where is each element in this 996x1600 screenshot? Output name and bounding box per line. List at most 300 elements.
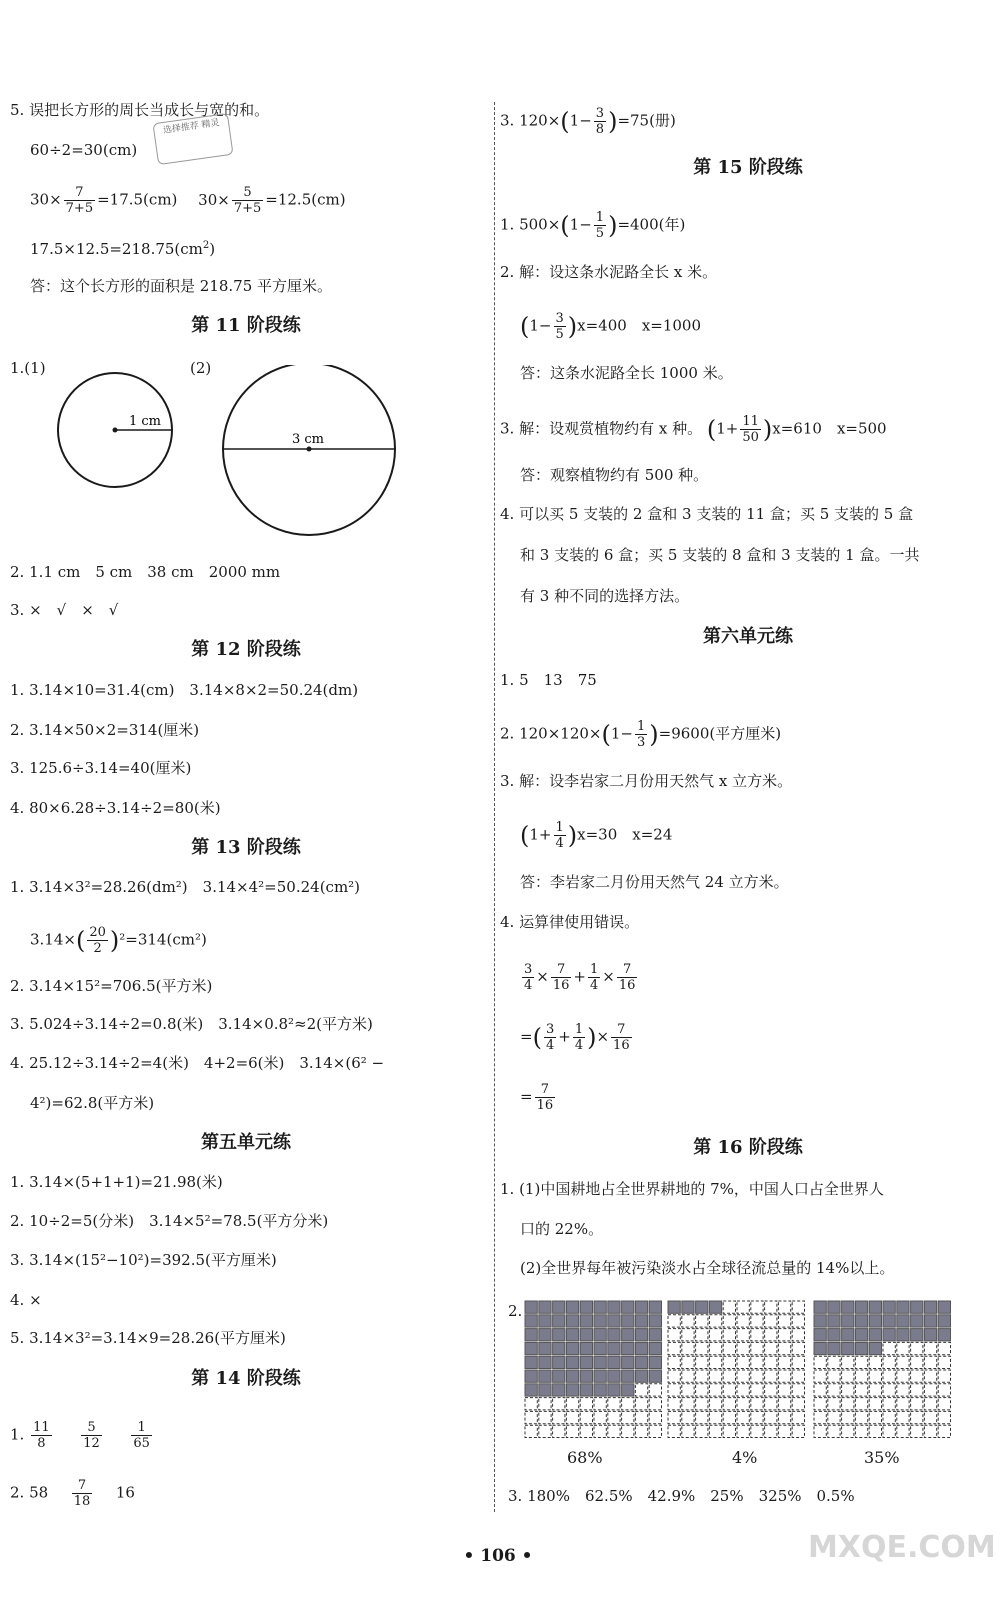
grid-cell-filled xyxy=(580,1356,592,1368)
section-heading: 第 13 阶段练 xyxy=(191,837,301,858)
grid-cell xyxy=(696,1370,708,1382)
grid-cell-filled xyxy=(828,1301,840,1313)
grid-cell xyxy=(842,1425,854,1437)
grid-cell-filled xyxy=(553,1370,565,1382)
grid-cell-filled xyxy=(594,1329,606,1341)
grid-cell xyxy=(723,1398,735,1410)
grid-cell-filled xyxy=(525,1384,537,1396)
section-heading: 第 12 阶段练 xyxy=(191,639,301,660)
grid-cell xyxy=(751,1411,763,1423)
grid-cell-filled xyxy=(580,1342,592,1354)
grid-cell xyxy=(668,1342,680,1354)
grid-cell xyxy=(580,1411,592,1423)
grid-cell xyxy=(649,1425,661,1437)
grid-cell xyxy=(649,1411,661,1423)
grid-cell xyxy=(765,1398,777,1410)
grid-cell-filled xyxy=(649,1356,661,1368)
grid-cell xyxy=(765,1370,777,1382)
text-line: 3. 5.024÷3.14÷2=0.8(米) 3.14×0.8²≈2(平方米) xyxy=(10,1015,373,1033)
grid-cell xyxy=(897,1356,909,1368)
grid-cell xyxy=(594,1411,606,1423)
text-line: 2. xyxy=(508,1302,523,1320)
grid-cell xyxy=(855,1398,867,1410)
grid-cell-filled xyxy=(911,1329,923,1341)
grid-cell-filled xyxy=(855,1315,867,1327)
grid-cell xyxy=(842,1398,854,1410)
text-line: 3.14×( $\frac{20}{2}$ )²=314(cm²) xyxy=(30,925,207,956)
grid-cell-filled xyxy=(924,1329,936,1341)
grid-cell xyxy=(938,1384,950,1396)
grid-cell xyxy=(723,1329,735,1341)
grid-cell xyxy=(737,1329,749,1341)
text-line: 4. × xyxy=(10,1291,42,1309)
grid-cell-filled xyxy=(608,1370,620,1382)
grid-cell xyxy=(869,1411,881,1423)
grid-cell xyxy=(751,1398,763,1410)
text-line: 4. 80×6.28÷3.14÷2=80(米) xyxy=(10,799,221,817)
grid-cell xyxy=(737,1384,749,1396)
grid-cell-filled xyxy=(608,1356,620,1368)
grid-cell-filled xyxy=(668,1301,680,1313)
grid-cell xyxy=(737,1301,749,1313)
grid-cell-filled xyxy=(525,1342,537,1354)
section-heading: 第 15 阶段练 xyxy=(693,157,803,178)
grid-cell xyxy=(842,1384,854,1396)
grid-cell xyxy=(553,1411,565,1423)
grid-cell-filled xyxy=(566,1329,578,1341)
grid-cell-filled xyxy=(525,1356,537,1368)
grid-cell xyxy=(608,1411,620,1423)
grid-cell xyxy=(765,1329,777,1341)
grid-cell xyxy=(649,1398,661,1410)
grid-cell xyxy=(938,1342,950,1354)
grid-cell-filled xyxy=(709,1301,721,1313)
grid-cell xyxy=(883,1384,895,1396)
grid-cell-filled xyxy=(635,1315,647,1327)
text-line: 5. 误把长方形的周长当成长与宽的和。 xyxy=(10,101,270,119)
grid-cell-filled xyxy=(566,1315,578,1327)
grid-cell xyxy=(869,1398,881,1410)
text-line: 4. 25.12÷3.14÷2=4(米) 4+2=6(米) 3.14×(6² − xyxy=(10,1054,385,1072)
grid-cell-filled xyxy=(855,1342,867,1354)
grid-cell xyxy=(723,1342,735,1354)
text-line: 有 3 种不同的选择方法。 xyxy=(520,587,690,605)
text-line: 2. 58 $\frac{7}{18}$ 16 xyxy=(10,1478,135,1509)
grid-cell xyxy=(539,1411,551,1423)
grid-cell-filled xyxy=(622,1356,634,1368)
grid-cell-filled xyxy=(828,1329,840,1341)
grid-cell xyxy=(751,1370,763,1382)
grid-cell-filled xyxy=(525,1301,537,1313)
grid-cell xyxy=(709,1398,721,1410)
grid-cell xyxy=(828,1356,840,1368)
watermark: MXQE.COM xyxy=(808,1530,996,1565)
text-line: 答：这条水泥路全长 1000 米。 xyxy=(520,364,733,382)
grid-cell xyxy=(792,1315,804,1327)
grid-cell-filled xyxy=(924,1301,936,1313)
grid-cell-filled xyxy=(608,1301,620,1313)
section-heading: 第六单元练 xyxy=(703,626,793,647)
grid-cell xyxy=(828,1411,840,1423)
grid-cell-filled xyxy=(608,1329,620,1341)
grid-cell xyxy=(553,1425,565,1437)
grid-cell xyxy=(855,1425,867,1437)
percent-grid-4 xyxy=(667,1300,807,1444)
grid-cell xyxy=(622,1425,634,1437)
grid-cell xyxy=(842,1411,854,1423)
grid-cell xyxy=(580,1425,592,1437)
grid-cell xyxy=(525,1398,537,1410)
grid-cell xyxy=(792,1425,804,1437)
grid-cell xyxy=(608,1425,620,1437)
grid-cell xyxy=(709,1342,721,1354)
text-line: 1. 3.14×3²=28.26(dm²) 3.14×4²=50.24(cm²) xyxy=(10,878,361,896)
grid-cell-filled xyxy=(539,1356,551,1368)
grid-cell xyxy=(751,1384,763,1396)
grid-cell xyxy=(723,1384,735,1396)
grid-cell-filled xyxy=(842,1315,854,1327)
grid-cell-filled xyxy=(649,1301,661,1313)
grid-cell xyxy=(668,1398,680,1410)
grid-cell-filled xyxy=(649,1342,661,1354)
column-divider xyxy=(494,102,495,1512)
grid-cell xyxy=(897,1425,909,1437)
grid-cell xyxy=(883,1411,895,1423)
diameter-label: 3 cm xyxy=(292,432,325,447)
grid-cell xyxy=(883,1370,895,1382)
grid-cell xyxy=(778,1315,790,1327)
grid-cell xyxy=(855,1356,867,1368)
grid-cell xyxy=(778,1301,790,1313)
grid-cell-filled xyxy=(622,1301,634,1313)
grid-cell xyxy=(539,1398,551,1410)
grid-cell xyxy=(938,1370,950,1382)
grid-cell xyxy=(855,1384,867,1396)
grid-cell xyxy=(792,1411,804,1423)
grid-cell xyxy=(682,1425,694,1437)
radius-label: 1 cm xyxy=(129,414,162,429)
grid-label: 35% xyxy=(864,1448,900,1467)
grid-cell-filled xyxy=(566,1342,578,1354)
grid-cell-filled xyxy=(897,1329,909,1341)
grid-cell xyxy=(778,1370,790,1382)
grid-cell xyxy=(924,1411,936,1423)
grid-cell xyxy=(566,1411,578,1423)
grid-label: 68% xyxy=(567,1448,603,1467)
grid-cell-filled xyxy=(828,1315,840,1327)
grid-cell xyxy=(723,1301,735,1313)
grid-label: 4% xyxy=(732,1448,758,1467)
grid-cell-filled xyxy=(553,1356,565,1368)
grid-cell-filled xyxy=(897,1301,909,1313)
grid-cell-filled xyxy=(525,1370,537,1382)
grid-cell-filled xyxy=(649,1315,661,1327)
grid-cell xyxy=(682,1411,694,1423)
grid-cell-filled xyxy=(580,1384,592,1396)
grid-cell xyxy=(566,1425,578,1437)
grid-cell xyxy=(696,1315,708,1327)
text-line: 3. × √ × √ xyxy=(10,601,119,619)
grid-cell-filled xyxy=(539,1301,551,1313)
grid-cell-filled xyxy=(539,1315,551,1327)
text-line: 2. 10÷2=5(分米) 3.14×5²=78.5(平方分米) xyxy=(10,1212,329,1230)
grid-cell xyxy=(765,1425,777,1437)
grid-cell xyxy=(765,1301,777,1313)
grid-cell xyxy=(778,1425,790,1437)
grid-cell xyxy=(792,1342,804,1354)
grid-cell-filled xyxy=(566,1301,578,1313)
text-line: 1.(1) xyxy=(10,359,46,377)
text-line: 1. (1)中国耕地占全世界耕地的 7%，中国人口占全世界人 xyxy=(500,1180,884,1198)
grid-cell-filled xyxy=(539,1342,551,1354)
grid-cell xyxy=(594,1398,606,1410)
grid-cell xyxy=(792,1329,804,1341)
grid-cell xyxy=(883,1425,895,1437)
grid-cell-filled xyxy=(897,1315,909,1327)
grid-cell xyxy=(897,1411,909,1423)
grid-cell xyxy=(668,1411,680,1423)
grid-cell-filled xyxy=(525,1329,537,1341)
text-line: 口的 22%。 xyxy=(520,1220,604,1238)
stamp-mark: 选择推荐 精灵 xyxy=(152,113,233,165)
grid-cell-filled xyxy=(938,1329,950,1341)
grid-cell-filled xyxy=(682,1301,694,1313)
grid-cell xyxy=(682,1356,694,1368)
grid-cell xyxy=(855,1411,867,1423)
text-line: 1. $\frac{11}{8}$ $\frac{5}{12}$ $\frac{1}{65}$ xyxy=(10,1420,150,1451)
grid-cell xyxy=(924,1356,936,1368)
grid-cell xyxy=(682,1370,694,1382)
grid-cell xyxy=(525,1425,537,1437)
grid-cell xyxy=(924,1384,936,1396)
grid-cell-filled xyxy=(594,1301,606,1313)
grid-cell xyxy=(737,1370,749,1382)
grid-cell-filled xyxy=(649,1329,661,1341)
grid-cell xyxy=(792,1384,804,1396)
grid-cell xyxy=(778,1356,790,1368)
grid-cell xyxy=(765,1342,777,1354)
grid-cell-filled xyxy=(883,1301,895,1313)
grid-cell-filled xyxy=(594,1315,606,1327)
grid-cell-filled xyxy=(869,1301,881,1313)
grid-cell-filled xyxy=(580,1315,592,1327)
percent-grid-35 xyxy=(813,1300,953,1444)
grid-cell-filled xyxy=(566,1356,578,1368)
grid-cell xyxy=(828,1398,840,1410)
text-line: 和 3 支装的 6 盒；买 5 支装的 8 盒和 3 支装的 1 盒。一共 xyxy=(520,546,920,564)
grid-cell-filled xyxy=(814,1315,826,1327)
grid-cell-filled xyxy=(594,1384,606,1396)
section-heading: 第五单元练 xyxy=(201,1132,291,1153)
grid-cell-filled xyxy=(869,1342,881,1354)
grid-cell-filled xyxy=(869,1315,881,1327)
text-line: 答：观察植物约有 500 种。 xyxy=(520,466,709,484)
grid-cell xyxy=(635,1425,647,1437)
grid-cell xyxy=(778,1384,790,1396)
grid-cell xyxy=(765,1384,777,1396)
grid-cell xyxy=(696,1329,708,1341)
text-line: (1− $\frac{3}{5}$ )x=400 x=1000 xyxy=(520,311,702,342)
grid-cell xyxy=(855,1370,867,1382)
grid-cell xyxy=(737,1398,749,1410)
grid-cell-filled xyxy=(842,1301,854,1313)
text-line: 4. 可以买 5 支装的 2 盒和 3 支装的 11 盒；买 5 支装的 5 盒 xyxy=(500,505,914,523)
grid-cell xyxy=(751,1315,763,1327)
grid-cell xyxy=(635,1384,647,1396)
grid-cell-filled xyxy=(553,1342,565,1354)
text-line: 4²)=62.8(平方米) xyxy=(30,1094,155,1112)
grid-cell xyxy=(682,1398,694,1410)
grid-cell xyxy=(682,1342,694,1354)
grid-cell xyxy=(924,1370,936,1382)
grid-cell-filled xyxy=(553,1301,565,1313)
grid-cell xyxy=(828,1425,840,1437)
grid-cell xyxy=(737,1411,749,1423)
grid-cell-filled xyxy=(938,1315,950,1327)
text-line: (2) xyxy=(190,359,212,377)
grid-cell xyxy=(911,1411,923,1423)
grid-cell xyxy=(608,1398,620,1410)
grid-cell xyxy=(553,1398,565,1410)
grid-cell xyxy=(668,1384,680,1396)
grid-cell xyxy=(778,1411,790,1423)
grid-cell-filled xyxy=(539,1329,551,1341)
grid-cell xyxy=(525,1411,537,1423)
grid-cell xyxy=(709,1411,721,1423)
grid-cell xyxy=(668,1425,680,1437)
grid-cell-filled xyxy=(814,1342,826,1354)
grid-cell xyxy=(737,1315,749,1327)
grid-cell xyxy=(869,1356,881,1368)
grid-cell xyxy=(649,1384,661,1396)
grid-cell xyxy=(751,1329,763,1341)
grid-cell-filled xyxy=(553,1315,565,1327)
grid-cell xyxy=(869,1425,881,1437)
math-line: =( $\frac{3}{4}$ + $\frac{1}{4}$ )× $\frac{7}{16}$ xyxy=(520,1022,630,1053)
grid-cell xyxy=(938,1425,950,1437)
grid-cell xyxy=(723,1411,735,1423)
grid-cell-filled xyxy=(869,1329,881,1341)
text-line: 1. 500×(1− $\frac{1}{5}$ )=400(年) xyxy=(500,210,686,241)
grid-cell xyxy=(709,1315,721,1327)
grid-cell xyxy=(668,1329,680,1341)
grid-cell xyxy=(580,1398,592,1410)
grid-cell-filled xyxy=(924,1315,936,1327)
grid-cell-filled xyxy=(566,1370,578,1382)
grid-cell-filled xyxy=(594,1356,606,1368)
section-heading: 第 14 阶段练 xyxy=(191,1368,301,1389)
grid-cell xyxy=(869,1384,881,1396)
grid-cell-filled xyxy=(883,1329,895,1341)
grid-cell-filled xyxy=(622,1329,634,1341)
grid-cell xyxy=(635,1411,647,1423)
text-line: 60÷2=30(cm) xyxy=(30,141,138,159)
text-line: 3. 120×(1− $\frac{3}{8}$ )=75(册) xyxy=(500,106,676,137)
grid-cell xyxy=(737,1425,749,1437)
grid-cell xyxy=(883,1356,895,1368)
grid-cell xyxy=(778,1329,790,1341)
grid-cell xyxy=(924,1398,936,1410)
grid-cell xyxy=(696,1398,708,1410)
grid-cell xyxy=(911,1425,923,1437)
grid-cell xyxy=(696,1356,708,1368)
grid-cell xyxy=(751,1356,763,1368)
grid-cell-filled xyxy=(855,1329,867,1341)
grid-cell xyxy=(897,1398,909,1410)
text-line: 2. 1.1 cm 5 cm 38 cm 2000 mm xyxy=(10,563,281,581)
grid-cell xyxy=(737,1356,749,1368)
grid-cell-filled xyxy=(608,1315,620,1327)
grid-cell xyxy=(828,1384,840,1396)
grid-cell-filled xyxy=(911,1315,923,1327)
grid-cell-filled xyxy=(539,1384,551,1396)
grid-cell-filled xyxy=(539,1370,551,1382)
grid-cell xyxy=(792,1398,804,1410)
grid-cell xyxy=(709,1370,721,1382)
grid-cell-filled xyxy=(635,1301,647,1313)
text-line: 答：这个长方形的面积是 218.75 平方厘米。 xyxy=(30,277,333,295)
grid-cell xyxy=(911,1342,923,1354)
grid-cell-filled xyxy=(842,1342,854,1354)
grid-cell xyxy=(723,1356,735,1368)
grid-cell xyxy=(682,1329,694,1341)
grid-cell xyxy=(938,1411,950,1423)
grid-cell xyxy=(842,1356,854,1368)
grid-cell-filled xyxy=(622,1342,634,1354)
grid-cell xyxy=(828,1370,840,1382)
grid-cell xyxy=(723,1425,735,1437)
grid-cell-filled xyxy=(635,1329,647,1341)
text-line: 3. 125.6÷3.14=40(厘米) xyxy=(10,759,192,777)
grid-cell-filled xyxy=(814,1329,826,1341)
grid-cell xyxy=(814,1370,826,1382)
grid-cell-filled xyxy=(911,1301,923,1313)
circle-diagram xyxy=(55,365,415,545)
grid-cell-filled xyxy=(553,1329,565,1341)
grid-cell xyxy=(696,1384,708,1396)
grid-cell xyxy=(911,1398,923,1410)
grid-cell xyxy=(682,1384,694,1396)
grid-cell xyxy=(814,1356,826,1368)
grid-cell xyxy=(814,1398,826,1410)
grid-cell xyxy=(709,1384,721,1396)
grid-cell xyxy=(737,1342,749,1354)
grid-cell xyxy=(668,1370,680,1382)
grid-cell xyxy=(709,1356,721,1368)
grid-cell xyxy=(765,1411,777,1423)
text-line: 30× $\frac{7}{7+5}$ =17.5(cm) 30× $\frac{5}{7+5}$ =12.5(cm) xyxy=(30,185,346,216)
grid-cell xyxy=(924,1342,936,1354)
grid-cell xyxy=(751,1301,763,1313)
grid-cell xyxy=(594,1425,606,1437)
grid-cell xyxy=(814,1411,826,1423)
grid-cell xyxy=(792,1370,804,1382)
grid-cell xyxy=(709,1329,721,1341)
grid-cell xyxy=(778,1342,790,1354)
grid-cell xyxy=(897,1342,909,1354)
grid-cell xyxy=(938,1356,950,1368)
text-line: 3. 180% 62.5% 42.9% 25% 325% 0.5% xyxy=(508,1487,855,1505)
grid-cell-filled xyxy=(883,1315,895,1327)
text-line: 答：李岩家二月份用天然气 24 立方米。 xyxy=(520,873,789,891)
grid-cell xyxy=(814,1425,826,1437)
grid-cell-filled xyxy=(566,1384,578,1396)
grid-cell xyxy=(723,1370,735,1382)
grid-cell xyxy=(723,1315,735,1327)
grid-cell xyxy=(622,1411,634,1423)
grid-cell xyxy=(668,1356,680,1368)
text-line: 3. 解：设观赏植物约有 x 种。 (1+ $\frac{11}{50}$ )x=610 x=500 xyxy=(500,414,887,445)
